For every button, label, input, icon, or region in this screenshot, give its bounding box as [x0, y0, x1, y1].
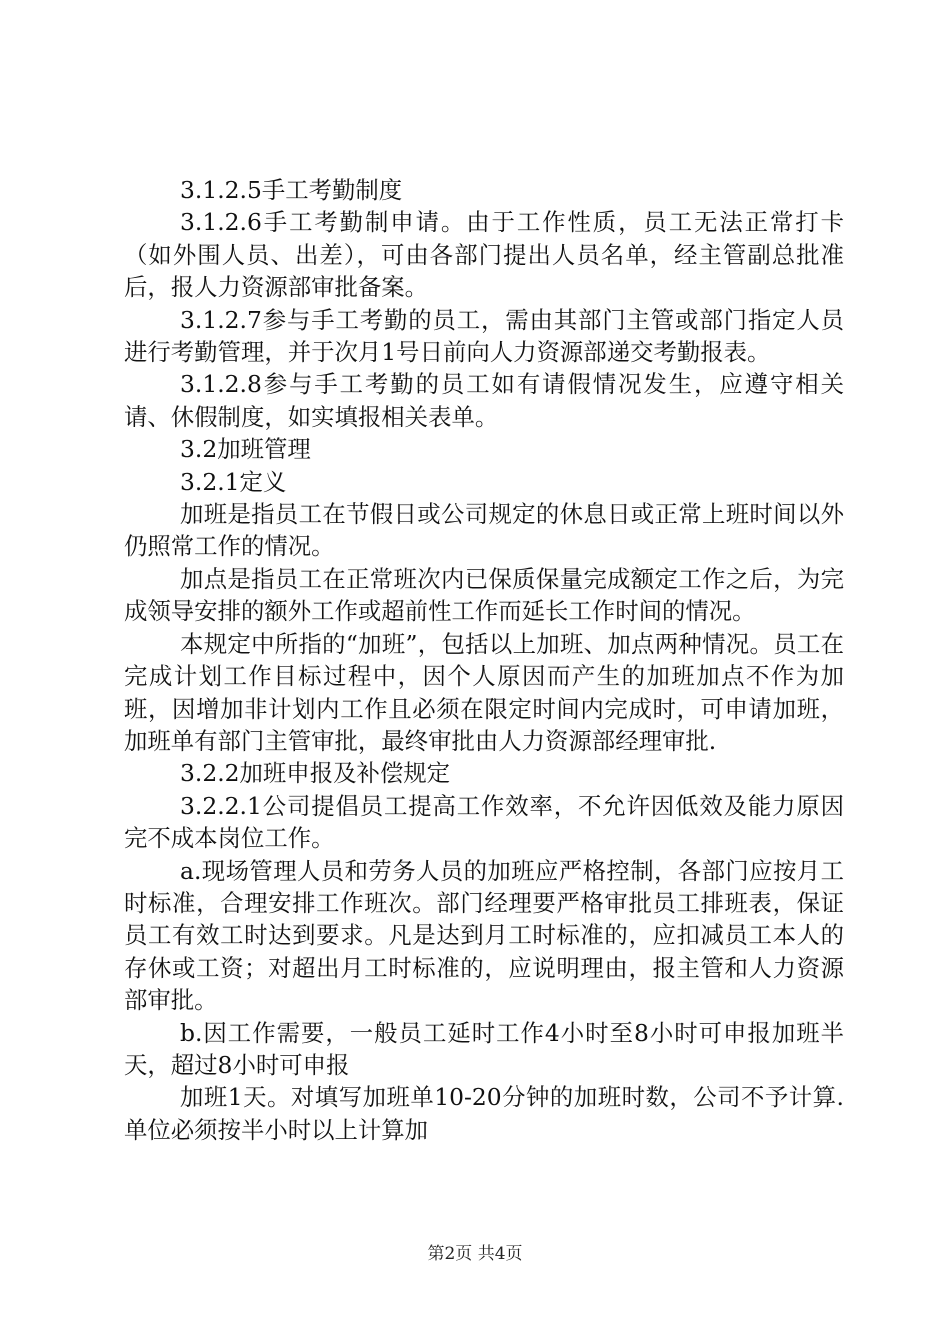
section-heading-3-2-2: 3.2.2加班申报及补偿规定	[180, 759, 451, 788]
document-body	[124, 174, 844, 1146]
paragraph-overtime-scope: 本规定中所指的“加班”，包括以上加班、加点两种情况。员工在完成计划工作目标过程中，因个人原因而产生的加班加点不作为加班，因增加非计划内工作且必须在限定时间内完成时，可申请加班，加班单有部门主管审批，最终审批由人力资源部经理审批.	[124, 629, 844, 755]
paragraph-3-1-2-8: 3.1.2.8参与手工考勤的员工如有请假情况发生，应遵守相关请、休假制度，如实填报相关表单。	[124, 370, 844, 431]
section-heading-3-2-1: 3.2.1定义	[180, 467, 287, 496]
paragraph-3-1-2-6: 3.1.2.6手工考勤制申请。由于工作性质，员工无法正常打卡（如外围人员、出差），可由各部门提出人员名单，经主管副总批准后，报人力资源部审批备案。	[124, 208, 844, 302]
page-number-footer: 第2页 共4页	[427, 1244, 523, 1264]
paragraph-item-b: b.因工作需要，一般员工延时工作4小时至8小时可申报加班半天，超过8小时可申报	[124, 1018, 844, 1079]
paragraph-3-1-2-5-title: 3.1.2.5手工考勤制度	[180, 176, 403, 204]
paragraph-extra-hours-definition: 加点是指员工在正常班次内已保质保量完成额定工作之后，为完成领导安排的额外工作或超前性工作而延长工作时间的情况。	[124, 564, 844, 626]
paragraph-3-2-2-1: 3.2.2.1公司提倡员工提高工作效率，不允许因低效及能力原因完不成本岗位工作。	[124, 791, 844, 853]
paragraph-overtime-definition: 加班是指员工在节假日或公司规定的休息日或正常上班时间以外仍照常工作的情况。	[124, 500, 844, 561]
paragraph-item-b-continued: 加班1天。对填写加班单10-20分钟的加班时数，公司不予计算.单位必须按半小时以上计算加	[124, 1083, 844, 1144]
paragraph-3-1-2-7: 3.1.2.7参与手工考勤的员工，需由其部门主管或部门指定人员进行考勤管理，并于次月1号日前向人力资源部递交考勤报表。	[124, 305, 844, 367]
section-heading-3-2: 3.2加班管理	[180, 435, 311, 464]
paragraph-item-a: a.现场管理人员和劳务人员的加班应严格控制，各部门应按月工时标准，合理安排工作班次。部门经理要严格审批员工排班表，保证员工有效工时达到要求。凡是达到月工时标准的，应扣减员工本人的存休或工资；对超出月工时标准的，应说明理由，报主管和人力资源部审批。	[124, 856, 844, 1015]
